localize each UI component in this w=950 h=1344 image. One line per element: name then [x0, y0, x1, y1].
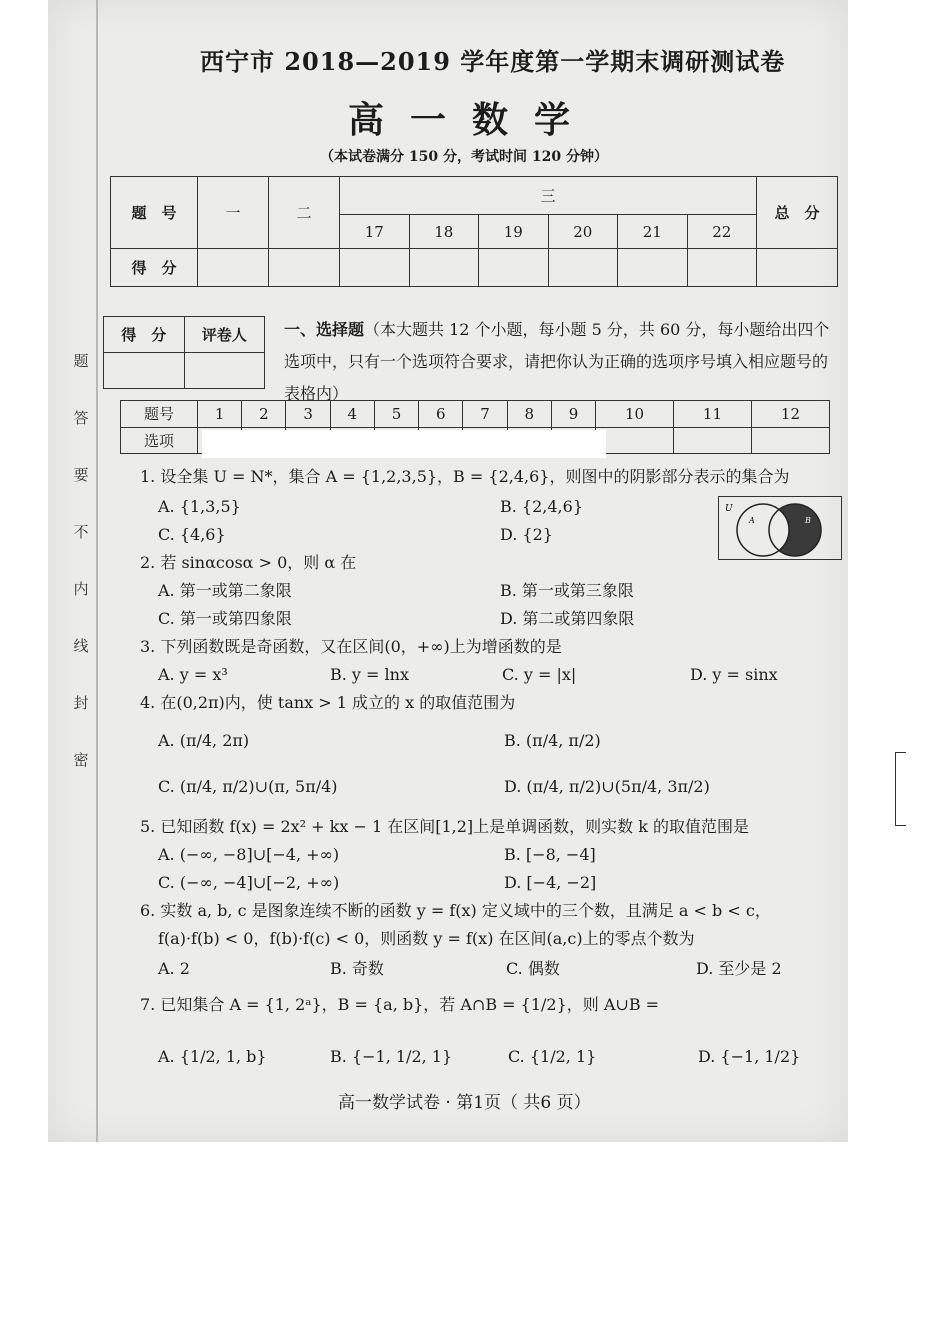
seal-char: 要	[73, 466, 89, 484]
seal-char: 题	[73, 352, 89, 370]
venn-diagram	[718, 496, 842, 560]
answer-row2-label: 选项	[121, 427, 198, 454]
question-4-stem: 4. 在(0,2π)内，使 tanx > 1 成立的 x 的取值范围为	[140, 693, 516, 712]
subject-title: 高一数学	[348, 99, 597, 141]
question-3-option-a: A. y = x³	[158, 665, 228, 684]
question-1-option-d: D. {2}	[500, 525, 553, 544]
score-cell[interactable]	[757, 249, 838, 287]
question-7-option-a: A. {1/2, 1, b}	[158, 1047, 267, 1066]
seal-char: 答	[73, 409, 89, 427]
score-cell[interactable]	[687, 249, 757, 287]
question-2-option-c: C. 第一或第四象限	[158, 609, 292, 628]
answer-number: 1	[198, 401, 242, 428]
score-cell[interactable]	[618, 249, 688, 287]
answer-number: 7	[463, 401, 507, 428]
question-6-option-a: A. 2	[158, 959, 190, 978]
grader-box	[103, 316, 265, 389]
score-cell[interactable]	[479, 249, 549, 287]
question-5-stem: 5. 已知函数 f(x) = 2x² + kx − 1 在区间[1,2]上是单调函数，则实数 k 的取值范围是	[140, 817, 750, 836]
seal-char: 密	[73, 751, 89, 769]
question-7-option-d: D. {−1, 1/2}	[698, 1047, 801, 1066]
exam-title: 西宁市 2018—2019 学年度第一学期末调研测试卷	[200, 47, 786, 76]
grader-score-cell[interactable]	[104, 353, 185, 389]
venn-label-a: A	[749, 516, 755, 525]
question-5-option-d: D. [−4, −2]	[504, 873, 597, 892]
score-cell[interactable]	[548, 249, 618, 287]
answer-number: 4	[330, 401, 374, 428]
answer-number: 6	[419, 401, 463, 428]
seal-char: 封	[73, 694, 89, 712]
score-sub-col: 17	[340, 215, 410, 249]
score-sub-col: 20	[548, 215, 618, 249]
score-row-label: 题 号	[111, 177, 198, 249]
score-cell[interactable]	[340, 249, 410, 287]
answer-cell[interactable]	[596, 427, 674, 454]
score-col-2: 二	[269, 177, 340, 249]
question-4-option-d: D. (π/4, π/2)∪(5π/4, 3π/2)	[504, 777, 710, 796]
question-7-option-b: B. {−1, 1/2, 1}	[330, 1047, 453, 1066]
page-footer: 高一数学试卷 · 第1页（ 共6 页）	[338, 1093, 591, 1113]
question-5-option-c: C. (−∞, −4]∪[−2, +∞)	[158, 873, 340, 892]
question-4-option-a: A. (π/4, 2π)	[158, 731, 250, 750]
question-4-option-c: C. (π/4, π/2)∪(π, 5π/4)	[158, 777, 338, 796]
answer-row-label: 题号	[121, 401, 198, 428]
edge-bracket	[895, 752, 906, 826]
answer-cell[interactable]	[751, 427, 829, 454]
question-1-option-b: B. {2,4,6}	[500, 497, 583, 516]
answer-number: 12	[751, 401, 829, 428]
question-5-option-a: A. (−∞, −8]∪[−4, +∞)	[158, 845, 340, 864]
question-2-option-b: B. 第一或第三象限	[500, 581, 634, 600]
question-6-option-c: C. 偶数	[506, 959, 560, 978]
section1-instructions	[284, 314, 840, 410]
score-cell[interactable]	[409, 249, 479, 287]
seal-char: 线	[73, 637, 89, 655]
score-sub-col: 19	[479, 215, 549, 249]
question-3-stem: 3. 下列函数既是奇函数，又在区间(0，+∞)上为增函数的是	[140, 637, 562, 656]
venn-svg	[719, 497, 841, 559]
answer-number: 5	[374, 401, 418, 428]
question-6-option-b: B. 奇数	[330, 959, 384, 978]
question-1-option-a: A. {1,3,5}	[158, 497, 241, 516]
answer-number: 2	[242, 401, 286, 428]
seal-border-line	[96, 0, 98, 1142]
grader-name-cell[interactable]	[184, 353, 265, 389]
grader-label: 评卷人	[184, 317, 265, 353]
seal-char: 内	[73, 580, 89, 598]
question-7-stem: 7. 已知集合 A = {1, 2ᵃ}，B = {a, b}，若 A∩B = {1/2}，则 A∪B =	[140, 995, 660, 1014]
answer-cell[interactable]	[674, 427, 752, 454]
question-5-option-b: B. [−8, −4]	[504, 845, 596, 864]
seal-line-text	[70, 350, 92, 770]
venn-label-b: B	[805, 516, 811, 525]
score-sub-col: 22	[687, 215, 757, 249]
score-total: 总 分	[757, 177, 838, 249]
question-1-stem: 1. 设全集 U = N*，集合 A = {1,2,3,5}，B = {2,4,6}，则图中的阴影部分表示的集合为	[140, 467, 790, 486]
score-sub-col: 18	[409, 215, 479, 249]
question-2-option-d: D. 第二或第四象限	[500, 609, 635, 628]
question-7-option-c: C. {1/2, 1}	[508, 1047, 597, 1066]
answer-number: 10	[596, 401, 674, 428]
venn-label-u: U	[725, 504, 733, 514]
exam-note: （本试卷满分 150 分，考试时间 120 分钟）	[320, 149, 608, 165]
question-3-option-d: D. y = sinx	[690, 665, 778, 684]
question-6-option-d: D. 至少是 2	[696, 959, 782, 978]
score-col-3: 三	[340, 177, 757, 215]
answer-number: 3	[286, 401, 330, 428]
question-1-option-c: C. {4,6}	[158, 525, 226, 544]
answer-number: 9	[551, 401, 595, 428]
answer-number: 11	[674, 401, 752, 428]
section1-heading: 一、选择题	[284, 320, 365, 339]
section1-text: （本大题共 12 个小题，每小题 5 分，共 60 分，每小题给出四个选项中，只有一个选项符合要求，请把你认为正确的选项序号填入相应题号的表格内）	[284, 320, 830, 403]
score-sub-col: 21	[618, 215, 688, 249]
question-3-option-c: C. y = |x|	[502, 665, 577, 684]
score-table	[110, 176, 838, 287]
score-row2-label: 得 分	[111, 249, 198, 287]
score-col-1: 一	[198, 177, 269, 249]
question-3-option-b: B. y = lnx	[330, 665, 409, 684]
question-2-stem: 2. 若 sinαcosα > 0，则 α 在	[140, 553, 357, 572]
answer-number: 8	[507, 401, 551, 428]
question-4-option-b: B. (π/4, π/2)	[504, 731, 601, 750]
redacted-strip	[202, 430, 606, 458]
question-2-option-a: A. 第一或第二象限	[158, 581, 292, 600]
seal-char: 不	[73, 523, 89, 541]
question-6-stem-line1: 6. 实数 a, b, c 是图象连续不断的函数 y = f(x) 定义域中的三个数，且满足 a < b < c，	[140, 901, 771, 920]
question-6-stem-line2: f(a)·f(b) < 0，f(b)·f(c) < 0，则函数 y = f(x) 在区间(a,c)上的零点个数为	[158, 929, 695, 948]
grader-score-label: 得 分	[104, 317, 185, 353]
score-cell[interactable]	[269, 249, 340, 287]
score-cell[interactable]	[198, 249, 269, 287]
